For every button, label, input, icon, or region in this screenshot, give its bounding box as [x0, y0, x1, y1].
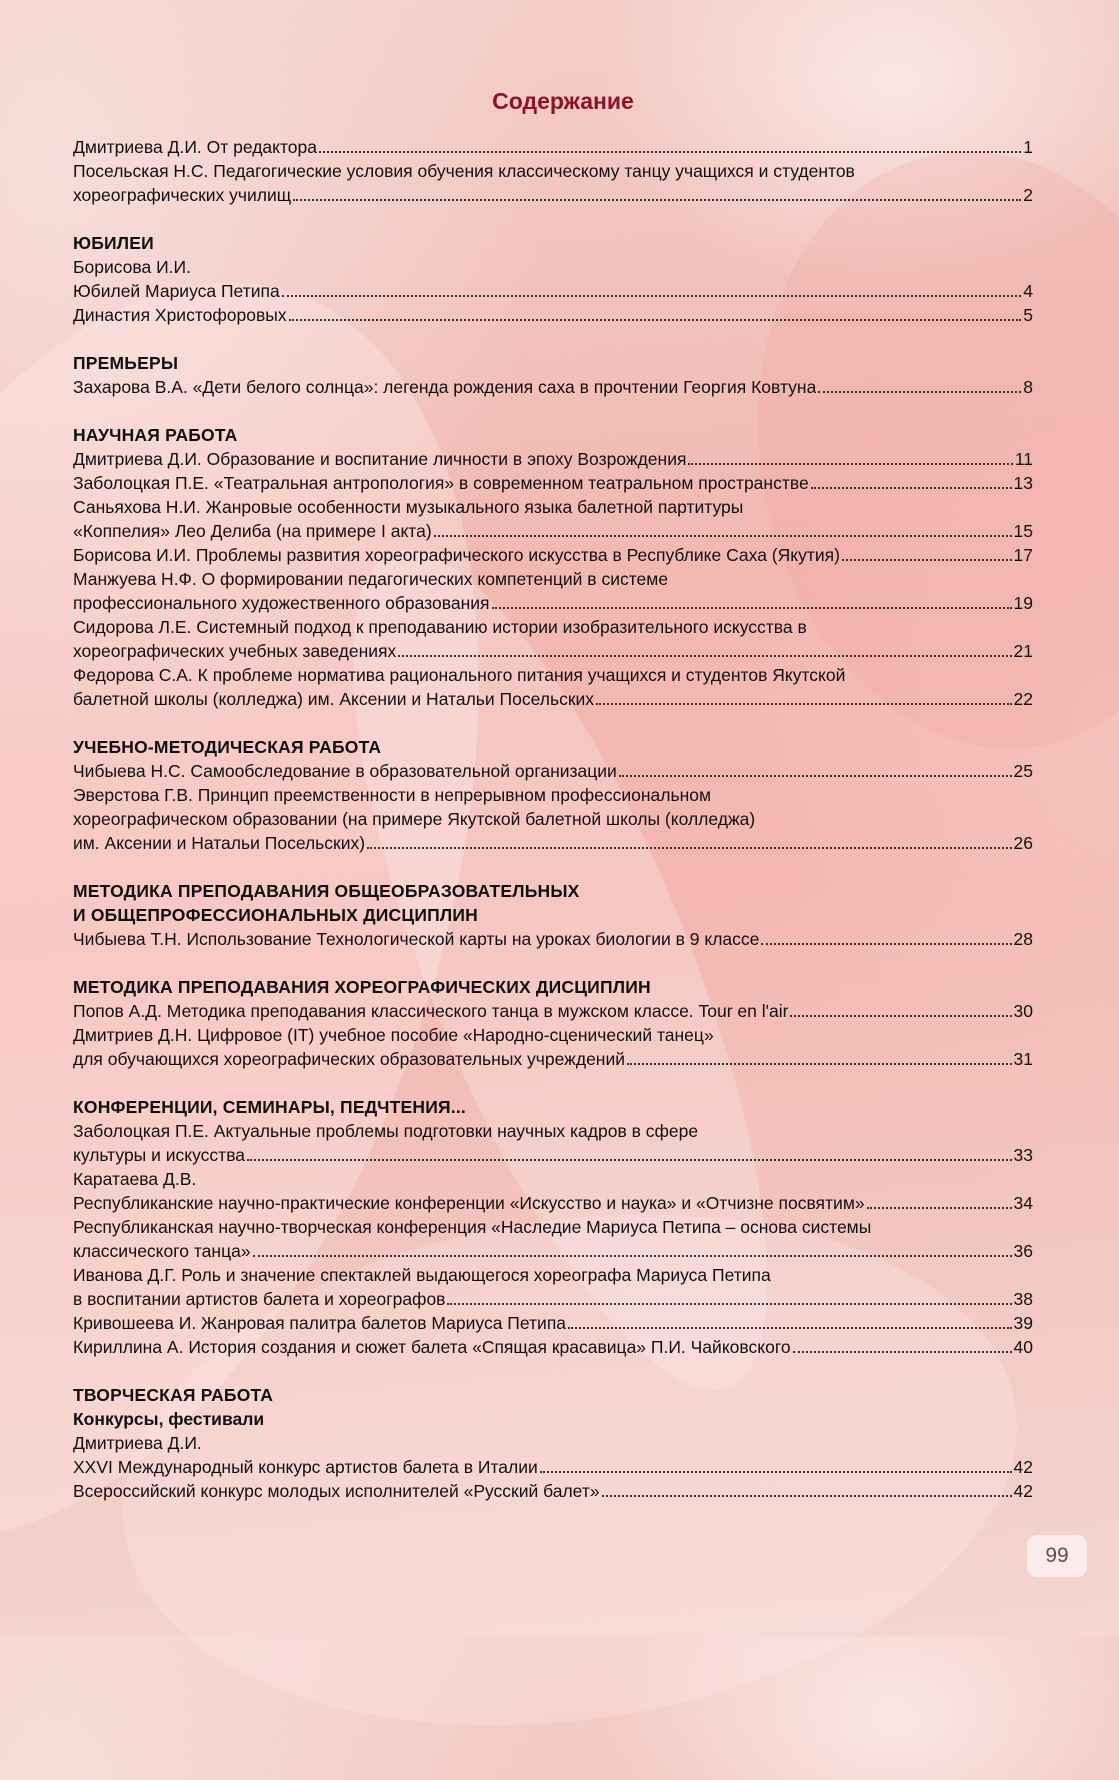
- toc-entry-title: Чибыева Н.С. Самообследование в образовательной организации: [73, 761, 617, 781]
- toc-entry-title: Захарова В.А. «Дети белого солнца»: легенда рождения саха в прочтении Георгия Ковтуна: [73, 377, 817, 397]
- toc-entry-page: 34: [1013, 1193, 1033, 1213]
- toc-entry-page: 8: [1023, 377, 1033, 397]
- toc-entry-line: Сидорова Л.Е. Системный подход к преподаванию истории изобразительного искусства в: [73, 617, 807, 637]
- toc-entry[interactable]: [73, 303, 1033, 327]
- toc-entry[interactable]: [73, 591, 1033, 615]
- section-heading: ЮБИЛЕИ: [73, 233, 154, 253]
- toc-entry-title: для обучающихся хореографических образовательных учреждений: [73, 1049, 626, 1069]
- section-heading: КОНФЕРЕНЦИИ, СЕМИНАРЫ, ПЕДЧТЕНИЯ...: [73, 1097, 466, 1117]
- dot-leader: [434, 535, 1012, 537]
- toc-entry-title: профессионального художественного образования: [73, 593, 490, 613]
- toc-entry-line: Каратаева Д.В.: [73, 1169, 197, 1189]
- dot-leader: [293, 199, 1021, 201]
- toc-entry-page: 31: [1013, 1049, 1033, 1069]
- toc-entry-page: 33: [1013, 1145, 1033, 1165]
- toc-section: [73, 975, 1033, 1071]
- toc-entry[interactable]: [73, 447, 1033, 471]
- section-heading: МЕТОДИКА ПРЕПОДАВАНИЯ ОБЩЕОБРАЗОВАТЕЛЬНЫХ: [73, 881, 580, 901]
- dot-leader: [253, 1255, 1012, 1257]
- toc-section: [73, 231, 1033, 327]
- toc-entry-page: 4: [1023, 281, 1033, 301]
- toc-entry-title: хореографических учебных заведениях: [73, 641, 397, 661]
- dot-leader: [568, 1327, 1011, 1329]
- toc-entry[interactable]: [73, 1335, 1033, 1359]
- toc-entry-page: 21: [1013, 641, 1033, 661]
- dot-leader: [867, 1207, 1012, 1209]
- toc-entry-title: хореографических училищ: [73, 185, 292, 205]
- dot-leader: [761, 943, 1011, 945]
- toc-entry-page: 28: [1013, 929, 1033, 949]
- toc-entry-line: Федорова С.А. К проблеме норматива рационального питания учащихся и студентов Якутской: [73, 665, 846, 685]
- dot-leader: [619, 775, 1012, 777]
- toc-entry-title: балетной школы (колледжа) им. Аксении и Натальи Посельских: [73, 689, 595, 709]
- dot-leader: [319, 151, 1021, 153]
- toc-entry[interactable]: [73, 1455, 1033, 1479]
- toc-entry-page: 30: [1013, 1001, 1033, 1021]
- toc-entry-page: 2: [1023, 185, 1033, 205]
- toc-section: [73, 351, 1033, 399]
- toc-entry-title: Кривошеева И. Жанровая палитра балетов Мариуса Петипа: [73, 1313, 567, 1333]
- toc-entry[interactable]: [73, 639, 1033, 663]
- dot-leader: [688, 463, 1012, 465]
- toc-entry-line: Саньяхова Н.И. Жанровые особенности музыкального языка балетной партитуры: [73, 497, 744, 517]
- toc-entry[interactable]: [73, 999, 1033, 1023]
- toc-section: [73, 735, 1033, 855]
- toc-entry-page: 36: [1013, 1241, 1033, 1261]
- toc-entry-page: 11: [1014, 449, 1033, 469]
- section-heading: ТВОРЧЕСКАЯ РАБОТА: [73, 1385, 274, 1405]
- section-heading: ПРЕМЬЕРЫ: [73, 353, 179, 373]
- toc-entry-page: 17: [1013, 545, 1033, 565]
- toc-entry-title: Заболоцкая П.Е. «Театральная антропология» в современном театральном пространстве: [73, 473, 809, 493]
- toc-entry[interactable]: [73, 543, 1033, 567]
- page-title: Содержание: [492, 88, 634, 114]
- dot-leader: [596, 703, 1012, 705]
- toc-entry-page: 19: [1013, 593, 1033, 613]
- toc-entry-title: Династия Христофоровых: [73, 305, 287, 325]
- toc-entry-line: хореографическом образовании (на примере Якутской балетной школы (колледжа): [73, 809, 756, 829]
- toc-entry-title: им. Аксении и Натальи Посельских): [73, 833, 366, 853]
- toc-entry-page: 5: [1023, 305, 1033, 325]
- toc-entry-line: Эверстова Г.В. Принцип преемственности в непрерывном профессиональном: [73, 785, 712, 805]
- toc-entry[interactable]: [73, 927, 1033, 951]
- toc-entry-page: 42: [1013, 1457, 1033, 1477]
- toc-entry-page: 22: [1013, 689, 1033, 709]
- toc-entry-title: «Коппелия» Лео Делиба (на примере I акта): [73, 521, 432, 541]
- toc-entry[interactable]: [73, 471, 1033, 495]
- toc-entry[interactable]: [73, 1047, 1033, 1071]
- toc-entry-title: в воспитании артистов балета и хореографов: [73, 1289, 446, 1309]
- dot-leader: [818, 391, 1021, 393]
- toc-entry-page: 42: [1013, 1481, 1033, 1501]
- toc-section: [73, 1095, 1033, 1359]
- toc-entry-title: Дмитриева Д.И. Образование и воспитание личности в эпоху Возрождения: [73, 449, 687, 469]
- toc-entry-title: XXVI Международный конкурс артистов балета в Италии: [73, 1457, 538, 1477]
- toc-entry-title: Дмитриева Д.И. От редактора: [73, 137, 318, 157]
- toc-entry[interactable]: [73, 375, 1033, 399]
- toc-entry-title: культуры и искусства: [73, 1145, 246, 1165]
- toc-entry-title: Республиканские научно-практические конференции «Искусство и наука» и «Отчизне посвятим»: [73, 1193, 865, 1213]
- dot-leader: [811, 487, 1012, 489]
- section-heading: НАУЧНАЯ РАБОТА: [73, 425, 238, 445]
- page-number: 99: [1027, 1535, 1087, 1577]
- toc-entry[interactable]: [73, 687, 1033, 711]
- toc-entry-page: 40: [1013, 1337, 1033, 1357]
- toc-entry-line: Заболоцкая П.Е. Актуальные проблемы подготовки научных кадров в сфере: [73, 1121, 699, 1141]
- toc-entry-line: Манжуева Н.Ф. О формировании педагогических компетенций в системе: [73, 569, 669, 589]
- toc-section: [73, 423, 1033, 711]
- dot-leader: [790, 1015, 1011, 1017]
- toc-entry-page: 39: [1013, 1313, 1033, 1333]
- toc-entry-page: 1: [1023, 137, 1033, 157]
- toc-section: [73, 1383, 1033, 1503]
- toc-entry-line: Посельская Н.С. Педагогические условия обучения классическому танцу учащихся и студентов: [73, 161, 855, 181]
- dot-leader: [447, 1303, 1011, 1305]
- toc-entry-page: 13: [1013, 473, 1033, 493]
- toc-entry-title: классического танца»: [73, 1241, 251, 1261]
- toc-entry[interactable]: [73, 519, 1033, 543]
- toc-entry-page: 15: [1013, 521, 1033, 541]
- toc-entry-title: Борисова И.И. Проблемы развития хореографического искусства в Республике Саха (Якутия): [73, 545, 840, 565]
- toc-entry[interactable]: [73, 279, 1033, 303]
- section-heading: УЧЕБНО-МЕТОДИЧЕСКАЯ РАБОТА: [73, 737, 382, 757]
- toc-entry[interactable]: [73, 1287, 1033, 1311]
- toc-section: [73, 879, 1033, 951]
- toc-entry[interactable]: [73, 1479, 1033, 1503]
- toc-entry[interactable]: [73, 831, 1033, 855]
- dot-leader: [289, 319, 1021, 321]
- toc-entry[interactable]: [73, 1191, 1033, 1215]
- section-subheading: Конкурсы, фестивали: [73, 1409, 265, 1429]
- toc-entry-page: 38: [1013, 1289, 1033, 1309]
- toc-intro: [73, 135, 1033, 207]
- toc-entry-title: Юбилей Мариуса Петипа: [73, 281, 280, 301]
- dot-leader: [540, 1471, 1012, 1473]
- toc-entry-page: 26: [1013, 833, 1033, 853]
- dot-leader: [793, 1351, 1012, 1353]
- toc-entry[interactable]: [73, 1239, 1033, 1263]
- toc-entry-line: Дмитриев Д.Н. Цифровое (IT) учебное пособие «Народно-сценический танец»: [73, 1025, 714, 1045]
- toc-entry[interactable]: [73, 135, 1033, 159]
- toc-entry[interactable]: [73, 759, 1033, 783]
- dot-leader: [367, 847, 1011, 849]
- toc-entry-line: Борисова И.И.: [73, 257, 191, 277]
- toc-sections: [73, 231, 1033, 1503]
- toc-entry[interactable]: [73, 183, 1033, 207]
- toc-entry-line: Республиканская научно-творческая конференция «Наследие Мариуса Петипа – основа системы: [73, 1217, 872, 1237]
- dot-leader: [602, 1495, 1012, 1497]
- toc-entry[interactable]: [73, 1311, 1033, 1335]
- toc-entry-title: Кириллина А. История создания и сюжет балета «Спящая красавица» П.И. Чайковского: [73, 1337, 791, 1357]
- toc-entry-title: Попов А.Д. Методика преподавания классического танца в мужском классе. Tour en l'air: [73, 1001, 789, 1021]
- section-heading: МЕТОДИКА ПРЕПОДАВАНИЯ ХОРЕОГРАФИЧЕСКИХ ДИСЦИПЛИН: [73, 977, 651, 997]
- dot-leader: [247, 1159, 1011, 1161]
- toc-entry-line: Иванова Д.Г. Роль и значение спектаклей выдающегося хореографа Мариуса Петипа: [73, 1265, 771, 1285]
- toc-entry-title: Чибыева Т.Н. Использование Технологической карты на уроках биологии в 9 классе: [73, 929, 760, 949]
- dot-leader: [282, 295, 1021, 297]
- dot-leader: [627, 1063, 1012, 1065]
- toc-entry-page: 25: [1013, 761, 1033, 781]
- table-of-contents: [73, 88, 1033, 1527]
- dot-leader: [842, 559, 1012, 561]
- toc-entry[interactable]: [73, 1143, 1033, 1167]
- toc-entry-line: Дмитриева Д.И.: [73, 1433, 202, 1453]
- toc-entry-title: Всероссийский конкурс молодых исполнителей «Русский балет»: [73, 1481, 600, 1501]
- section-heading: И ОБЩЕПРОФЕССИОНАЛЬНЫХ ДИСЦИПЛИН: [73, 905, 479, 925]
- dot-leader: [398, 655, 1011, 657]
- dot-leader: [492, 607, 1012, 609]
